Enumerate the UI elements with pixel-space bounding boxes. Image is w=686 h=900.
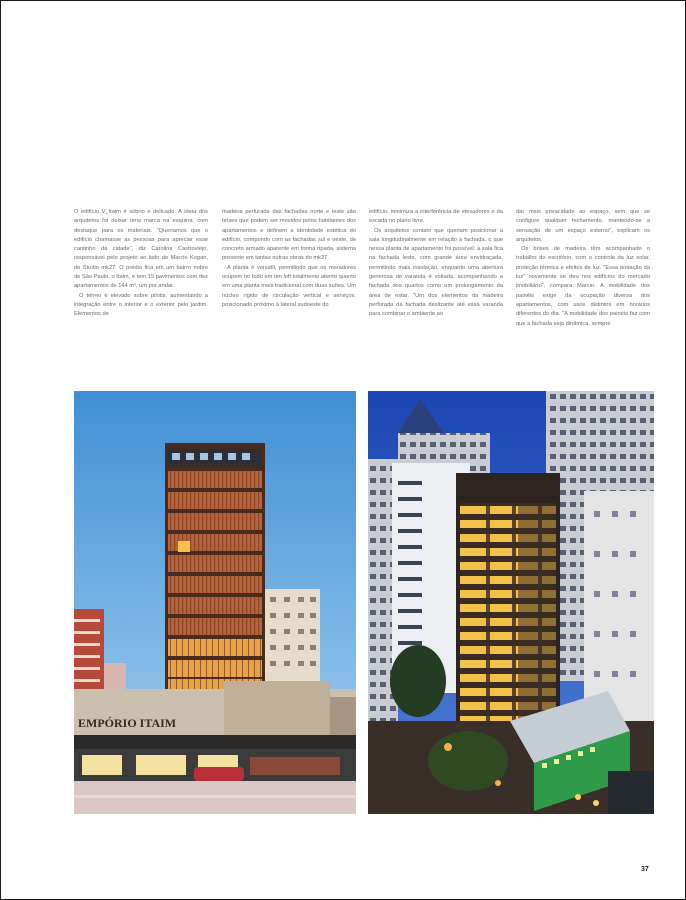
paragraph: Os brises de madeira têm acompanhado o trabalho do escritório, com o controle da luz solar, proteção térmica e efeitos de luz. "Essa tentação da luz" novamente se deu nos edifícios do mercado imobiliário", compara Marcio. A mobilidade dos painéis exige da ocupação diversa dos apartamentos, com usos distintos em horários diferentes do dia. "A mobilidade dos painéis faz com que a fachada seja dinâmica, sempre xyxy=(516,246,650,327)
text-column-2 xyxy=(222,208,356,310)
photo-tower-night xyxy=(368,391,654,814)
storefront-sign: EMPÓRIO ITAIM xyxy=(78,716,177,730)
paragraph: A planta é versátil, permitindo que os moradores ocupem no todo em um loft totalmente aberto quanto em uma planta mais tradicional com duas suítes. Um núcleo rígido de circulação vertical e serviços, posicionado próximo à lateral sudoeste do xyxy=(222,264,356,308)
text-column-3 xyxy=(369,208,503,320)
paragraph: O edifício V_Itaim é sóbrio e delicado. A ideia dos arquitetos foi deixar uma marca na esquina, com destaque para os materiais. "Queríamos que o edifício chamasse as pessoas para apreciar esse cantinho da cidade", diz Carolina Castroviejo, responsável pelo projeto ao lado de Marcio Kogan, do Studio mk27. O prédio fica em um bairro nobre de São Paulo, o Itaim, e tem 15 pavimentos com dez apartamentos de 144 m², um por andar. xyxy=(74,209,208,290)
page-number: 37 xyxy=(641,866,649,873)
paragraph: O térreo é elevado sobre pilotis, aumentando a integração entre o interior e o exterior pelo jardim. Elementos de xyxy=(74,292,208,318)
paragraph: dar mais privacidade ao espaço, sem que se configure qualquer fechamento, mantendo-se a sensação de um espaço externo", explicam os arquitetos. xyxy=(516,209,650,243)
paragraph: edifício, minimiza a interferência de elevadores e da escada no plano livre. xyxy=(369,209,503,225)
text-column-1 xyxy=(74,208,208,320)
paragraph: madeira perfurada das fachadas norte e leste são brises que podem ser movidos pelos habitantes dos apartamentos e definem a identidade estética do edifício, compondo com as fachadas sul e oeste, de concreto armado aparente em forma ripada, sistema presente em tantas outras obras do mk27. xyxy=(222,209,356,262)
article-text xyxy=(74,208,655,384)
paragraph: Os arquitetos contam que queriam posicionar a sala longitudinalmente em relação à fachada, o que nessa planta de apartamento foi possível: a sala fica na fachada leste, com grande área envidraçada, permitindo mais insolação, enquanto uma abertura generosa de varanda é voltada, acompanhando a fachada dos quartos como um prolongamento da área de estar. "Um dos elementos da madeira perfurada da fachada deslizante até essa varanda para combinar o ambiente ao xyxy=(369,227,503,318)
photo-tower-dusk xyxy=(74,391,356,814)
text-column-4 xyxy=(516,208,650,329)
